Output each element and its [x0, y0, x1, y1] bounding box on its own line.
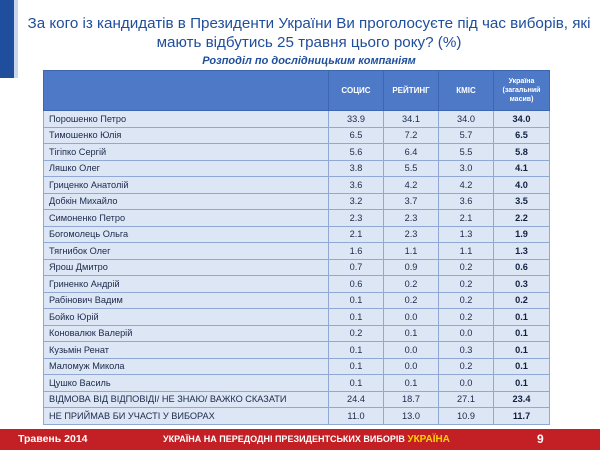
- value-ukraine-total: 11.7: [494, 408, 550, 425]
- value-rating: 0.0: [384, 309, 439, 326]
- value-rating: 0.2: [384, 276, 439, 293]
- slide-title: За кого із кандидатів в Президенти України Ви проголосуєте під час виборів, які мають відбутись 25 травня цього року? (%): [27, 15, 591, 51]
- table-row: [44, 292, 550, 309]
- candidate-name: Коновалюк Валерій: [44, 325, 329, 342]
- value-ukraine-total: 23.4: [494, 391, 550, 408]
- poll-results-table: [43, 70, 550, 425]
- candidate-name: ВІДМОВА ВІД ВІДПОВІДІ/ НЕ ЗНАЮ/ ВАЖКО СКАЗАТИ: [44, 391, 329, 408]
- table-row: [44, 358, 550, 375]
- value-ukraine-total: 0.6: [494, 259, 550, 276]
- value-socis: 3.6: [329, 177, 384, 194]
- page-number: 9: [537, 432, 544, 446]
- value-kmis: 1.3: [439, 226, 494, 243]
- value-socis: 2.3: [329, 210, 384, 227]
- table-row: [44, 144, 550, 161]
- header-kmis: КМІС: [439, 71, 494, 111]
- value-ukraine-total: 0.2: [494, 292, 550, 309]
- value-ukraine-total: 0.1: [494, 325, 550, 342]
- header-socis: СОЦИС: [329, 71, 384, 111]
- value-socis: 6.5: [329, 127, 384, 144]
- value-kmis: 3.6: [439, 193, 494, 210]
- footer-slogan-text: УКРАЇНА НА ПЕРЕДОДНІ ПРЕЗИДЕНТСЬКИХ ВИБОРІВ: [163, 434, 405, 444]
- value-kmis: 1.1: [439, 243, 494, 260]
- slide-subtitle: Розподіл по дослідницьким компаніям: [202, 55, 416, 67]
- value-ukraine-total: 0.1: [494, 358, 550, 375]
- table-row: [44, 177, 550, 194]
- value-rating: 6.4: [384, 144, 439, 161]
- header-blank: [44, 71, 329, 111]
- candidate-name: Богомолець Ольга: [44, 226, 329, 243]
- value-socis: 3.8: [329, 160, 384, 177]
- value-rating: 1.1: [384, 243, 439, 260]
- value-kmis: 5.7: [439, 127, 494, 144]
- candidate-name: Рабінович Вадим: [44, 292, 329, 309]
- candidate-name: Тимошенко Юлія: [44, 127, 329, 144]
- table-row: [44, 127, 550, 144]
- value-socis: 2.1: [329, 226, 384, 243]
- value-ukraine-total: 0.1: [494, 309, 550, 326]
- value-ukraine-total: 5.8: [494, 144, 550, 161]
- value-rating: 2.3: [384, 226, 439, 243]
- value-kmis: 0.2: [439, 276, 494, 293]
- value-socis: 33.9: [329, 111, 384, 128]
- value-rating: 13.0: [384, 408, 439, 425]
- table-row: [44, 111, 550, 128]
- table-row: [44, 342, 550, 359]
- value-rating: 0.0: [384, 358, 439, 375]
- value-rating: 0.0: [384, 342, 439, 359]
- candidate-name: Добкін Михайло: [44, 193, 329, 210]
- candidate-name: Бойко Юрій: [44, 309, 329, 326]
- table-row: [44, 325, 550, 342]
- value-socis: 5.6: [329, 144, 384, 161]
- candidate-name: Гриценко Анатолій: [44, 177, 329, 194]
- footer-slogan: [163, 434, 450, 445]
- value-ukraine-total: 3.5: [494, 193, 550, 210]
- value-socis: 0.2: [329, 325, 384, 342]
- value-socis: 0.1: [329, 342, 384, 359]
- footer-brand: УКРАЇНА: [407, 434, 450, 445]
- value-kmis: 0.0: [439, 375, 494, 392]
- candidate-name: Маломуж Микола: [44, 358, 329, 375]
- candidate-name: Симоненко Петро: [44, 210, 329, 227]
- table-row: [44, 160, 550, 177]
- table-row: [44, 408, 550, 425]
- value-socis: 0.1: [329, 292, 384, 309]
- value-kmis: 0.0: [439, 325, 494, 342]
- value-kmis: 0.2: [439, 358, 494, 375]
- value-ukraine-total: 1.9: [494, 226, 550, 243]
- value-kmis: 0.2: [439, 292, 494, 309]
- value-rating: 2.3: [384, 210, 439, 227]
- table-row: [44, 243, 550, 260]
- value-kmis: 10.9: [439, 408, 494, 425]
- candidate-name: Гриненко Андрій: [44, 276, 329, 293]
- value-kmis: 0.2: [439, 259, 494, 276]
- left-accent-bar: [0, 0, 14, 78]
- value-kmis: 5.5: [439, 144, 494, 161]
- value-rating: 0.9: [384, 259, 439, 276]
- table-row: [44, 193, 550, 210]
- candidate-name: Тягнибок Олег: [44, 243, 329, 260]
- value-ukraine-total: 34.0: [494, 111, 550, 128]
- table-row: [44, 226, 550, 243]
- value-kmis: 34.0: [439, 111, 494, 128]
- value-socis: 1.6: [329, 243, 384, 260]
- table-row: [44, 391, 550, 408]
- value-ukraine-total: 6.5: [494, 127, 550, 144]
- value-socis: 11.0: [329, 408, 384, 425]
- value-ukraine-total: 4.0: [494, 177, 550, 194]
- header-rating: РЕЙТИНГ: [384, 71, 439, 111]
- value-socis: 0.6: [329, 276, 384, 293]
- value-rating: 34.1: [384, 111, 439, 128]
- value-socis: 3.2: [329, 193, 384, 210]
- left-accent-stripe: [14, 0, 18, 78]
- value-ukraine-total: 0.3: [494, 276, 550, 293]
- value-kmis: 4.2: [439, 177, 494, 194]
- candidate-name: НЕ ПРИЙМАВ БИ УЧАСТІ У ВИБОРАХ: [44, 408, 329, 425]
- value-kmis: 0.3: [439, 342, 494, 359]
- value-rating: 7.2: [384, 127, 439, 144]
- value-socis: 24.4: [329, 391, 384, 408]
- value-ukraine-total: 4.1: [494, 160, 550, 177]
- value-kmis: 0.2: [439, 309, 494, 326]
- candidate-name: Ляшко Олег: [44, 160, 329, 177]
- value-socis: 0.7: [329, 259, 384, 276]
- table-row: [44, 259, 550, 276]
- table-row: [44, 309, 550, 326]
- value-socis: 0.1: [329, 375, 384, 392]
- table-row: [44, 375, 550, 392]
- table-body: [44, 111, 550, 425]
- value-kmis: 2.1: [439, 210, 494, 227]
- candidate-name: Порошенко Петро: [44, 111, 329, 128]
- candidate-name: Ярош Дмитро: [44, 259, 329, 276]
- value-ukraine-total: 0.1: [494, 342, 550, 359]
- candidate-name: Цушко Василь: [44, 375, 329, 392]
- value-rating: 0.1: [384, 375, 439, 392]
- value-rating: 5.5: [384, 160, 439, 177]
- header-ukraine-total: Україна (загальний масив): [494, 71, 550, 111]
- value-rating: 18.7: [384, 391, 439, 408]
- footer-date: Травень 2014: [18, 433, 88, 445]
- table-row: [44, 276, 550, 293]
- value-rating: 0.2: [384, 292, 439, 309]
- value-ukraine-total: 0.1: [494, 375, 550, 392]
- value-socis: 0.1: [329, 358, 384, 375]
- value-socis: 0.1: [329, 309, 384, 326]
- value-ukraine-total: 1.3: [494, 243, 550, 260]
- candidate-name: Тігіпко Сергій: [44, 144, 329, 161]
- value-kmis: 27.1: [439, 391, 494, 408]
- value-rating: 3.7: [384, 193, 439, 210]
- value-rating: 0.1: [384, 325, 439, 342]
- value-ukraine-total: 2.2: [494, 210, 550, 227]
- candidate-name: Кузьмін Ренат: [44, 342, 329, 359]
- table-row: [44, 210, 550, 227]
- footer-bar: [0, 429, 600, 450]
- value-kmis: 3.0: [439, 160, 494, 177]
- table-header-row: [44, 71, 550, 111]
- value-rating: 4.2: [384, 177, 439, 194]
